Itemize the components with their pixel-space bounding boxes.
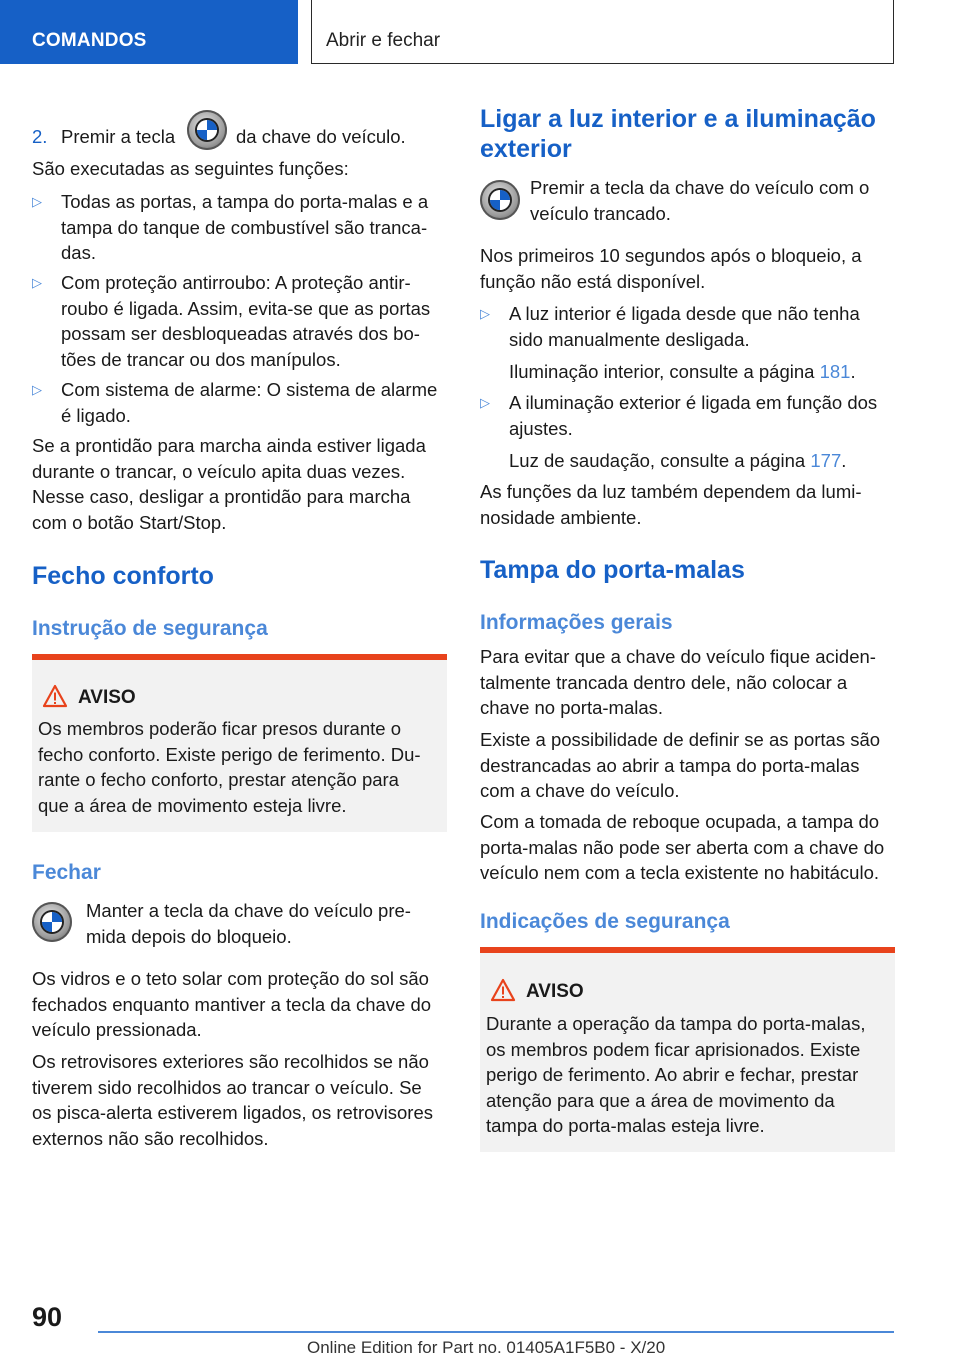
text-line: Se a prontidão para marcha ainda estiver ligada [32, 435, 426, 456]
text-line: veículo trancado. [530, 202, 671, 224]
bullet-line: sido manualmente desligada. [509, 328, 750, 350]
text-line: externos não são recolhidos. [32, 1127, 269, 1149]
heading-line: exterior [480, 135, 572, 163]
triangle-bullet-icon: ▷ [32, 275, 42, 290]
bullet-item [32, 189, 447, 266]
text-line: atenção para que a área de movimento da [486, 1089, 835, 1111]
warning-text [486, 1011, 891, 1139]
heading-trunk-lid: Tampa do porta-malas [480, 556, 745, 584]
text-line: veículo pressionada. [32, 1019, 202, 1040]
tow-paragraph [480, 809, 895, 886]
text-line: destrancadas ao abrir a tampa do porta-malas [480, 754, 860, 776]
heading-line: Ligar a luz interior e a iluminação [480, 105, 876, 133]
triangle-bullet-icon: ▷ [480, 306, 490, 321]
header-title: Abrir e fechar [326, 30, 441, 51]
text-line: fechados enquanto mantiver a tecla da chave do [32, 993, 432, 1015]
text-line: Com a tomada de reboque ocupada, a tampa do [480, 811, 880, 832]
heading-safety-instruction: Instrução de segurança [32, 617, 268, 640]
text-line: porta-malas não pode ser aberta com a chave do [480, 836, 885, 858]
text-line: talmente trancada dentro dele, não colocar a [480, 671, 848, 693]
bullet-item [32, 377, 447, 428]
text-line: fecho conforto. Existe perigo de ferimento. Du- [38, 743, 421, 765]
text-line: Para evitar que a chave do veículo fique aciden- [480, 646, 876, 667]
reference-text: Luz de saudação, consulte a página [509, 450, 806, 471]
warning-title: AVISO [526, 981, 584, 1002]
close-key-text [86, 898, 447, 949]
warning-title: AVISO [78, 687, 136, 708]
text-line: Existe a possibilidade de definir se as portas são [480, 729, 881, 750]
period: . [841, 450, 847, 471]
functions-intro: São executadas as seguintes funções: [32, 158, 349, 179]
page-link-181[interactable]: 181 [819, 361, 851, 382]
text-line: com o botão Start/Stop. [32, 511, 227, 533]
text-line: Os retrovisores exteriores são recolhidos se não [32, 1051, 429, 1072]
text-line: chave no porta-malas. [480, 697, 664, 718]
text-line: Os vidros e o teto solar com proteção do sol são [32, 968, 429, 989]
possibility-paragraph [480, 727, 895, 804]
general-paragraph [480, 644, 895, 721]
bullet-line: ajustes. [509, 417, 573, 439]
warning-text [38, 716, 443, 818]
header-section-tab [0, 0, 298, 64]
text-line: nosidade ambiente. [480, 506, 642, 528]
bullet-line: tões de trancar ou dos manípulos. [61, 348, 341, 370]
heading-comfort-close: Fecho conforto [32, 562, 214, 590]
bullet-item [480, 390, 895, 474]
text-line: Nesse caso, desligar a prontidão para marcha [32, 486, 411, 507]
text-line: Nos primeiros 10 segundos após o bloqueio, a [480, 245, 862, 266]
first-seconds-paragraph [480, 243, 895, 294]
text-line: Os membros poderão ficar presos durante o [38, 718, 401, 739]
ready-paragraph [32, 433, 447, 535]
text-line: Manter a tecla da chave do veículo pre- [86, 900, 411, 921]
warning-triangle-icon [42, 684, 68, 708]
footer-edition: Online Edition for Part no. 01405A1F5B0 - X/20 [307, 1338, 666, 1357]
text-line: os pisca-alerta estiverem ligados, os retrovisores [32, 1102, 433, 1123]
page-link-177[interactable]: 177 [810, 450, 842, 471]
warning-triangle-icon [490, 978, 516, 1002]
windows-paragraph [32, 966, 447, 1043]
text-line: Premir a tecla da chave do veículo com o [530, 177, 870, 198]
text-line: com a chave do veículo. [480, 780, 680, 801]
heading-lights [480, 104, 895, 164]
header-title-box [311, 0, 894, 64]
bmw-key-icon [480, 180, 520, 220]
text-line: rante o fecho conforto, prestar atenção para [38, 769, 399, 790]
bullet-line: Todas as portas, a tampa do porta-malas e a [61, 191, 429, 212]
heading-general-info: Informações gerais [480, 611, 673, 634]
text-line: durante o trancar, o veículo apita duas vezes. [32, 460, 406, 482]
text-line: perigo de ferimento. Ao abrir e fechar, prestar [486, 1064, 859, 1085]
header-section-label: COMANDOS [32, 30, 147, 51]
text-line: função não está disponível. [480, 270, 706, 292]
triangle-bullet-icon: ▷ [32, 194, 42, 209]
ambient-paragraph [480, 479, 895, 530]
text-line: Durante a operação da tampa do porta-malas, [486, 1013, 866, 1034]
text-line: que a área de movimento esteja livre. [38, 794, 347, 816]
bullet-line: Com proteção antirroubo: A proteção antir- [61, 272, 411, 293]
page-reference [509, 448, 895, 474]
bullet-item [32, 270, 447, 372]
heading-safety-indications: Indicações de segurança [480, 910, 730, 933]
period: . [850, 361, 856, 382]
bullet-line: possam ser desbloqueadas através dos bo- [61, 323, 420, 344]
text-line: os membros podem ficar aprisionados. Existe [486, 1038, 861, 1060]
bmw-key-icon [187, 110, 227, 150]
triangle-bullet-icon: ▷ [480, 395, 490, 410]
bullet-line: A luz interior é ligada desde que não tenha [509, 303, 860, 324]
text-line: veículo nem com a tecla existente no habitáculo. [480, 862, 880, 883]
bullet-line: roubo é ligada. Assim, evita-se que as portas [61, 297, 431, 319]
mirrors-paragraph [32, 1049, 447, 1151]
bullet-line: A iluminação exterior é ligada em função dos [509, 392, 878, 413]
bmw-key-icon [32, 902, 72, 942]
text-line: As funções da luz também dependem da lumi- [480, 481, 862, 502]
text-line: tiverem sido recolhidos ao trancar o veículo. Se [32, 1076, 422, 1098]
footer-rule [98, 1331, 894, 1333]
warning-box [32, 654, 447, 832]
step-2 [32, 124, 447, 150]
lights-key-text [530, 175, 895, 226]
step-number: 2. [32, 126, 48, 147]
page-reference [509, 359, 895, 385]
triangle-bullet-icon: ▷ [32, 382, 42, 397]
bullet-line: tampa do tanque de combustível são tranca- [61, 216, 428, 238]
text-line: mida depois do bloqueio. [86, 925, 292, 947]
bullet-line: Com sistema de alarme: O sistema de alarme [61, 379, 438, 400]
bullet-item [480, 301, 895, 385]
step-2-text-pre: Premir a tecla [61, 126, 176, 147]
text-line: tampa do porta-malas esteja livre. [486, 1115, 765, 1136]
bullet-line: é ligado. [61, 404, 131, 426]
bullet-line: das. [61, 242, 96, 263]
page-number: 90 [32, 1302, 63, 1332]
warning-box [480, 947, 895, 1152]
step-2-text-post: da chave do veículo. [236, 126, 406, 147]
heading-close: Fechar [32, 861, 101, 884]
reference-text: Iluminação interior, consulte a página [509, 361, 815, 382]
